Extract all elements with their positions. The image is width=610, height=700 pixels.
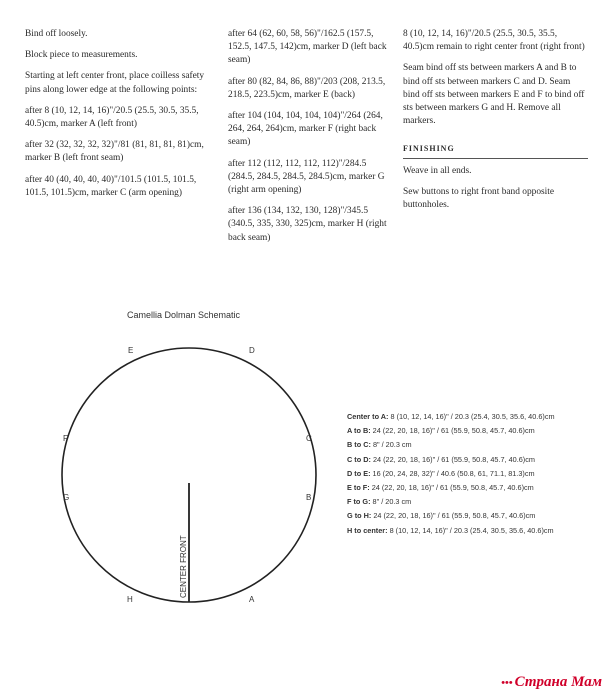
instruction-paragraph: after 64 (62, 60, 58, 56)"/162.5 (157.5, 152.5, 147.5, 142)cm, marker D (left back seam): [228, 29, 387, 66]
legend-value: 8" / 20.3 cm: [370, 440, 412, 450]
legend-row: [347, 524, 555, 538]
point-label-b: B: [306, 493, 312, 502]
point-label-a: A: [249, 595, 255, 604]
legend-value: 24 (22, 20, 18, 16)" / 61 (55.9, 50.8, 45.7, 40.6)cm: [369, 483, 534, 493]
point-label-c: C: [306, 434, 312, 443]
legend-label: B to C:: [347, 440, 371, 450]
watermark-text: Страна Мам: [514, 674, 602, 690]
legend-value: 24 (22, 20, 18, 16)" / 61 (55.9, 50.8, 45.7, 40.6)cm: [370, 454, 535, 464]
legend-value: 24 (22, 20, 18, 16)" / 61 (55.9, 50.8, 45.7, 40.6)cm: [371, 511, 536, 521]
legend-label: Center to A:: [347, 412, 389, 421]
instruction-paragraph: after 40 (40, 40, 40, 40)"/101.5 (101.5, 101.5, 101.5, 101.5)cm, marker C (arm opening): [25, 174, 197, 198]
point-label-h: H: [127, 595, 133, 604]
legend-row: [347, 495, 555, 509]
legend-label: F to G:: [347, 497, 371, 507]
center-front-label: CENTER FRONT: [179, 535, 188, 598]
point-label-d: D: [249, 346, 255, 355]
legend-label: D to E:: [347, 468, 371, 478]
instruction-paragraph: Bind off loosely.: [25, 29, 88, 39]
instruction-paragraph: after 32 (32, 32, 32, 32)"/81 (81, 81, 81, 81)cm, marker B (left front seam): [25, 140, 204, 164]
legend-label: A to B:: [347, 426, 371, 436]
legend-label: E to F:: [347, 483, 370, 493]
legend-row: [347, 481, 555, 495]
measurements-legend: [347, 410, 555, 538]
instruction-paragraph: after 112 (112, 112, 112, 112)"/284.5 (284.5, 284.5, 284.5, 284.5)cm, marker G (right arm opening): [228, 158, 385, 196]
instruction-paragraph: 8 (10, 12, 14, 16)"/20.5 (25.5, 30.5, 35.5, 40.5)cm remain to right center front (right front): [403, 29, 585, 53]
point-label-g: G: [63, 493, 70, 502]
legend-value: 16 (20, 24, 28, 32)" / 40.6 (50.8, 61, 71.1, 81.3)cm: [370, 468, 535, 478]
instruction-paragraph: Seam bind off sts between markers A and B to bind off sts between markers C and D. Seam bind off sts between markers E and F to bind off sts between markers G and H. Remove all markers.: [403, 63, 585, 127]
instruction-paragraph: after 80 (82, 84, 86, 88)"/203 (208, 213.5, 218.5, 223.5)cm, marker E (back): [228, 76, 386, 100]
instruction-paragraph: after 136 (134, 132, 130, 128)"/345.5 (340.5, 335, 330, 325)cm, marker H (right back seam): [228, 206, 387, 243]
watermark-dots: •••: [501, 677, 513, 689]
legend-value: 8 (10, 12, 14, 16)" / 20.3 (25.4, 30.5, 35.6, 40.6)cm: [388, 412, 555, 421]
instruction-paragraph: Block piece to measurements.: [25, 50, 138, 61]
legend-row: [347, 453, 555, 467]
legend-row: [347, 424, 555, 438]
legend-row: [347, 509, 555, 523]
legend-row: [347, 410, 555, 424]
legend-row: [347, 438, 555, 452]
finishing-paragraph: Sew buttons to right front band opposite buttonholes.: [403, 186, 555, 211]
instruction-paragraph: after 8 (10, 12, 14, 16)"/20.5 (25.5, 30.5, 35.5, 40.5)cm, marker A (left front): [25, 105, 199, 130]
finishing-paragraph: Weave in all ends.: [403, 165, 472, 176]
legend-value: 8" / 20.3 cm: [370, 497, 412, 507]
legend-value: 8 (10, 12, 14, 16)" / 20.3 (25.4, 30.5, 35.6, 40.6)cm: [387, 525, 554, 535]
legend-row: [347, 467, 555, 481]
point-label-e: E: [128, 346, 134, 355]
point-label-f: F: [63, 434, 68, 443]
finishing-heading: FINISHING: [403, 142, 588, 158]
schematic-title: Camellia Dolman Schematic: [127, 310, 241, 320]
watermark-logo: [501, 674, 602, 691]
instruction-paragraph: after 104 (104, 104, 104, 104)"/264 (264, 264, 264, 264)cm, marker F (right back seam): [228, 111, 383, 148]
instruction-paragraph: Starting at left center front, place coilless safety pins along lower edge at the following points:: [25, 71, 205, 95]
legend-label: G to H:: [347, 511, 372, 521]
legend-label: C to D:: [347, 454, 371, 464]
legend-value: 24 (22, 20, 18, 16)" / 61 (55.9, 50.8, 45.7, 40.6)cm: [370, 426, 535, 436]
legend-label: H to center:: [347, 525, 388, 535]
